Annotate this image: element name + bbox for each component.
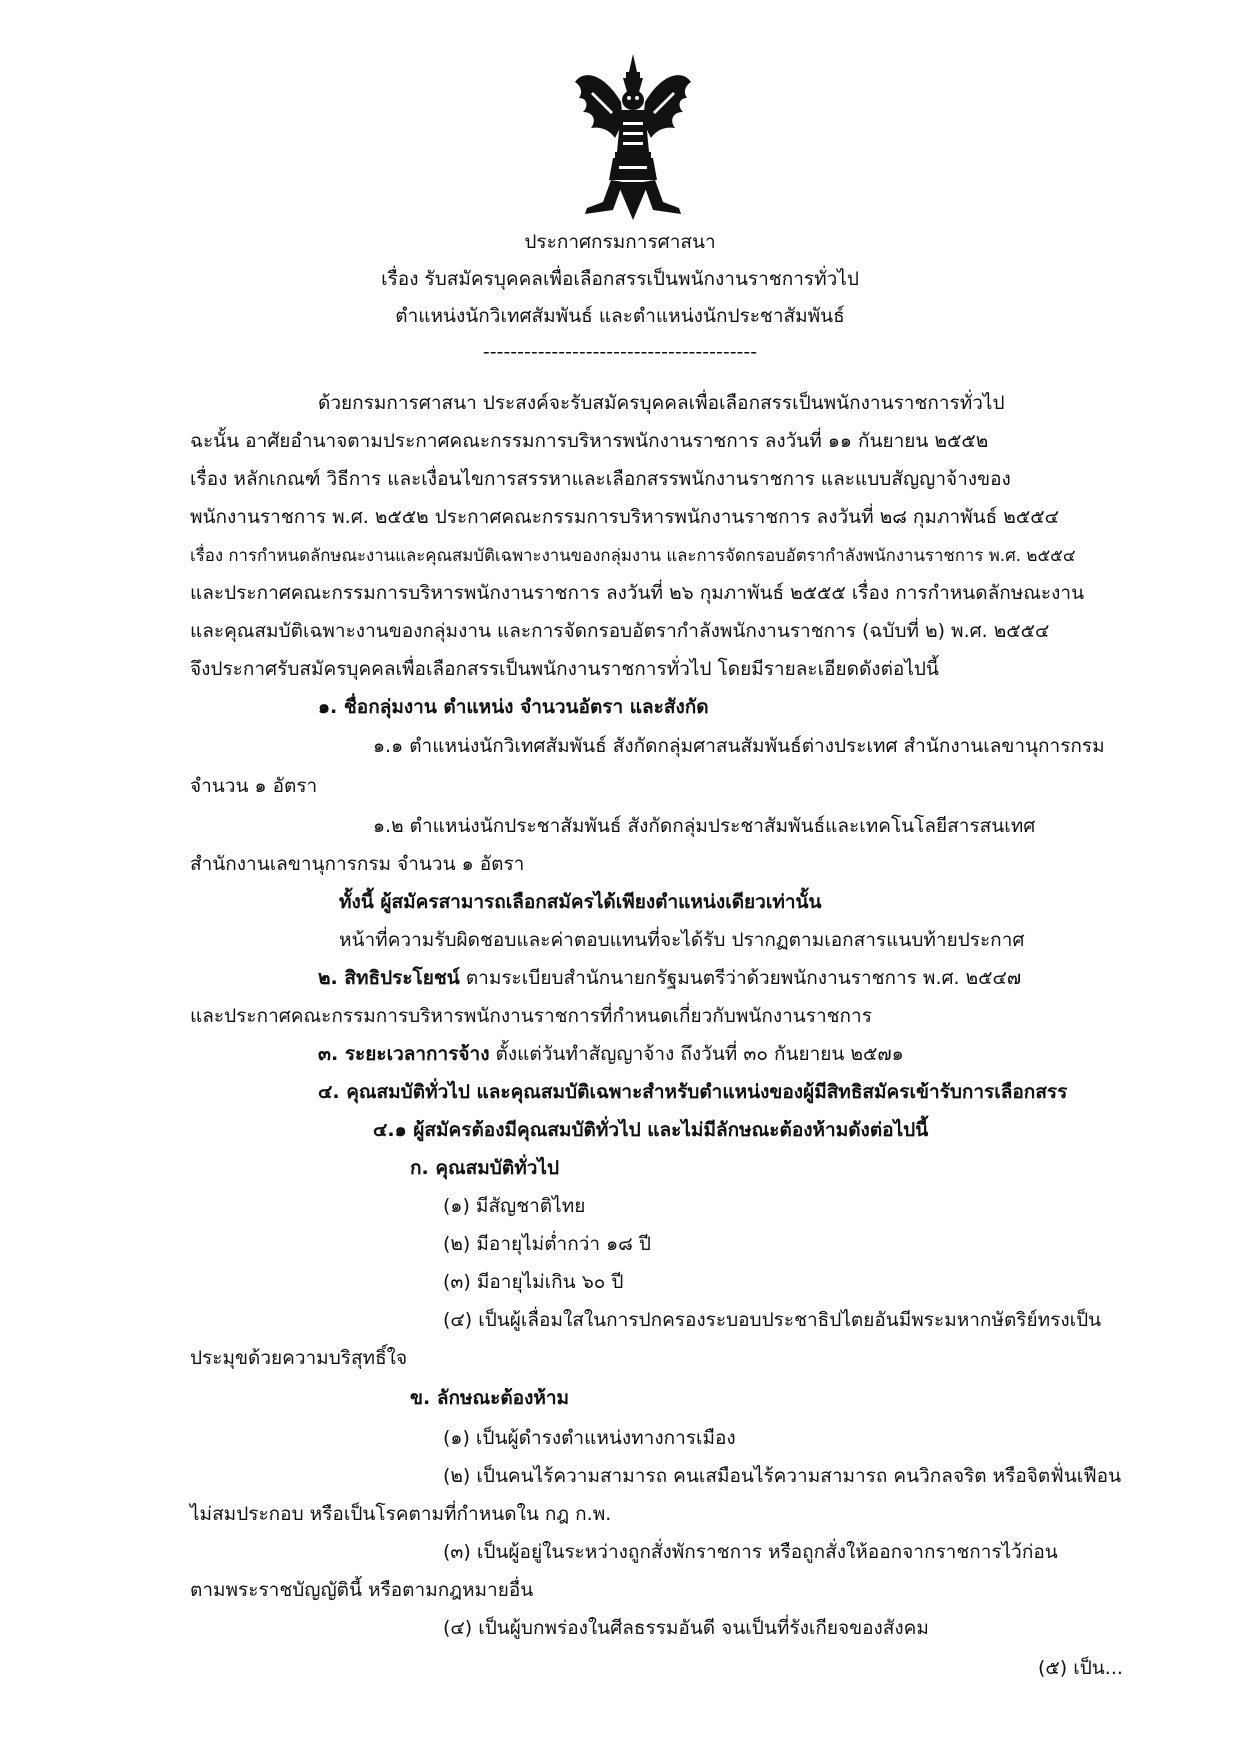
prohibitions-heading: ข. ลักษณะต้องห้าม [410,1387,570,1409]
announcement-positions: ตำแหน่งนักวิเทศสัมพันธ์ และตำแหน่งนักประชาสัมพันธ์ [395,305,845,327]
prohibition-item: (๔) เป็นผู้บกพร่องในศีลธรรมอันดี จนเป็นที่รังเกียจของสังคม [443,1617,929,1639]
intro-line: เรื่อง การกำหนดลักษณะงานและคุณสมบัติเฉพาะงานของกลุ่มงาน และการจัดกรอบอัตรากำลังพนักงานราชการ พ.ศ. ๒๕๕๔ [190,545,1076,565]
general-qualifications-heading: ก. คุณสมบัติทั่วไป [410,1157,560,1179]
intro-line: และคุณสมบัติเฉพาะงานของกลุ่มงาน และการจัดกรอบอัตรากำลังพนักงานราชการ (ฉบับที่ ๒) พ.ศ. ๒๕๕๔ [190,620,1050,642]
single-position-note: ทั้งนี้ ผู้สมัครสามารถเลือกสมัครได้เพียงตำแหน่งเดียวเท่านั้น [339,891,822,913]
qualification-item-continuation: ประมุขด้วยความบริสุทธิ์ใจ [190,1347,408,1369]
section-4-heading: ๔. คุณสมบัติทั่วไป และคุณสมบัติเฉพาะสำหรับตำแหน่งของผู้มีสิทธิสมัครเข้ารับการเลือกสรร [318,1081,1068,1103]
prohibition-item-continuation: ไม่สมประกอบ หรือเป็นโรคตามที่กำหนดใน กฎ ก.พ. [190,1503,612,1525]
section-3-heading: ๓. ระยะเวลาการจ้าง [318,1043,490,1065]
continued-on-next-page: (๕) เป็น... [1038,1657,1123,1679]
section-2-text: ตามระเบียบสำนักนายกรัฐมนตรีว่าด้วยพนักงานราชการ พ.ศ. ๒๕๔๗ [459,967,1022,989]
intro-line: ฉะนั้น อาศัยอำนาจตามประกาศคณะกรรมการบริหารพนักงานราชการ ลงวันที่ ๑๑ กันยายน ๒๕๕๒ [190,430,989,452]
section-2-heading: ๒. สิทธิประโยชน์ [318,967,460,989]
section-3-line [318,1041,904,1067]
section-1-1-line: ๑.๑ ตำแหน่งนักวิเทศสัมพันธ์ สังกัดกลุ่มศาสนสัมพันธ์ต่างประเทศ สำนักงานเลขานุการกรม [373,735,1105,757]
qualification-item: (๔) เป็นผู้เลื่อมใสในการปกครองระบอบประชาธิปไตยอันมีพระมหากษัตริย์ทรงเป็น [443,1309,1102,1331]
qualification-item: (๓) มีอายุไม่เกิน ๖๐ ปี [443,1271,624,1293]
qualification-item: (๑) มีสัญชาติไทย [443,1195,586,1217]
prohibition-item: (๑) เป็นผู้ดำรงตำแหน่งทางการเมือง [443,1427,736,1449]
header-divider: ---------------------------------------- [482,341,758,363]
section-4-1-heading: ๔.๑ ผู้สมัครต้องมีคุณสมบัติทั่วไป และไม่มีลักษณะต้องห้ามดังต่อไปนี้ [373,1119,929,1141]
prohibition-item: (๓) เป็นผู้อยู่ในระหว่างถูกสั่งพักราชการ หรือถูกสั่งให้ออกจากราชการไว้ก่อน [443,1541,1058,1563]
section-3-text: ตั้งแต่วันทำสัญญาจ้าง ถึงวันที่ ๓๐ กันยายน ๒๕๗๑ [489,1043,904,1065]
section-1-2-line: สำนักงานเลขานุการกรม จำนวน ๑ อัตรา [190,853,525,875]
section-2-line [318,965,1021,991]
prohibition-item-continuation: ตามพระราชบัญญัตินี้ หรือตามกฎหมายอื่น [190,1579,534,1601]
intro-line: ด้วยกรมการศาสนา ประสงค์จะรับสมัครบุคคลเพื่อเลือกสรรเป็นพนักงานราชการทั่วไป [318,392,1005,414]
section-1-1-line: จำนวน ๑ อัตรา [190,775,318,797]
intro-line: จึงประกาศรับสมัครบุคคลเพื่อเลือกสรรเป็นพนักงานราชการทั่วไป โดยมีรายละเอียดดังต่อไปนี้ [190,658,939,680]
section-2-line: และประกาศคณะกรรมการบริหารพนักงานราชการที่กำหนดเกี่ยวกับพนักงานราชการ [190,1005,872,1027]
prohibition-item: (๒) เป็นคนไร้ความสามารถ คนเสมือนไร้ความสามารถ คนวิกลจริต หรือจิตฟั่นเฟือน [443,1465,1122,1487]
announcement-subject: เรื่อง รับสมัครบุคคลเพื่อเลือกสรรเป็นพนักงานราชการทั่วไป [381,268,859,290]
section-1-heading: ๑. ชื่อกลุ่มงาน ตำแหน่ง จำนวนอัตรา และสังกัด [318,696,709,718]
intro-line: พนักงานราชการ พ.ศ. ๒๕๕๒ ประกาศคณะกรรมการบริหารพนักงานราชการ ลงวันที่ ๒๘ กุมภาพันธ์ ๒๕๕๔ [190,506,1059,528]
announcement-agency: ประกาศกรมการศาสนา [524,231,716,253]
intro-line: เรื่อง หลักเกณฑ์ วิธีการ และเงื่อนไขการสรรหาและเลือกสรรพนักงานราชการ และแบบสัญญาจ้างของ [190,468,1011,490]
qualification-item: (๒) มีอายุไม่ต่ำกว่า ๑๘ ปี [443,1233,651,1255]
section-1-2-line: ๑.๒ ตำแหน่งนักประชาสัมพันธ์ สังกัดกลุ่มประชาสัมพันธ์และเทคโนโลยีสารสนเทศ [373,815,1036,837]
intro-line: และประกาศคณะกรรมการบริหารพนักงานราชการ ลงวันที่ ๒๖ กุมภาพันธ์ ๒๕๕๕ เรื่อง การกำหนดลักษณะงาน [190,582,1085,604]
garuda-emblem-icon [573,52,693,224]
duties-note: หน้าที่ความรับผิดชอบและค่าตอบแทนที่จะได้รับ ปรากฏตามเอกสารแนบท้ายประกาศ [339,929,1025,951]
